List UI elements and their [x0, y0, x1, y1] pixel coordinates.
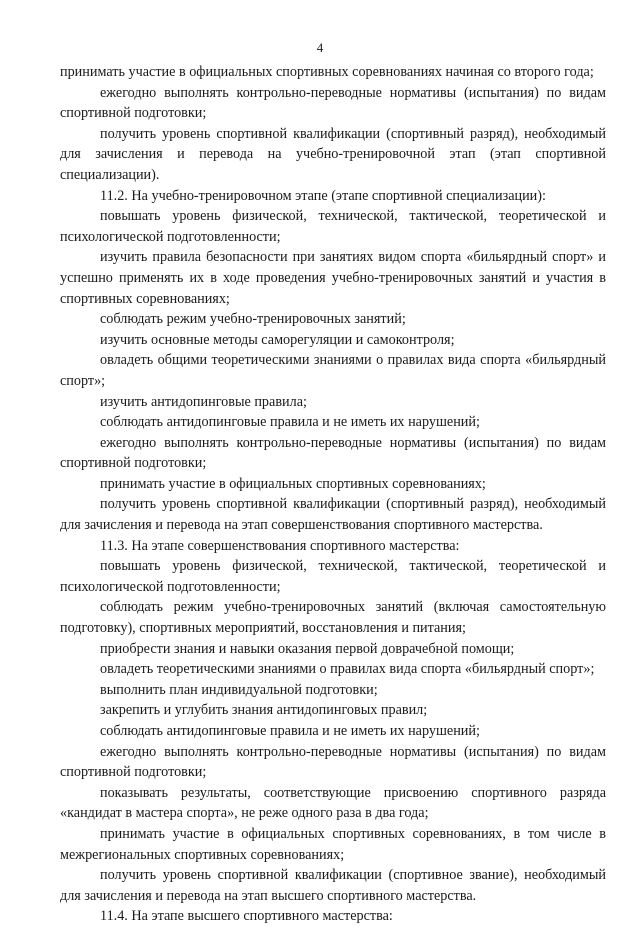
paragraph: 11.3. На этапе совершенствования спортивного мастерства:: [100, 537, 460, 554]
paragraph: соблюдать режим учебно-тренировочных занятий (включая самостоятельную подготовку), спортивных мероприятий, восстановления и питания;: [60, 599, 606, 637]
paragraph: получить уровень спортивной квалификации (спортивный разряд), необходимый для зачисления и перевода на учебно-тренировочной этап (этап спортивной специализации).: [60, 125, 606, 183]
paragraph: изучить антидопинговые правила;: [100, 393, 307, 410]
paragraph: закрепить и углубить знания антидопинговых правил;: [100, 702, 428, 719]
paragraph: получить уровень спортивной квалификации (спортивный разряд), необходимый для зачисления и перевода на этап совершенствования спортивного мастерства.: [60, 496, 606, 534]
document-body: [60, 62, 606, 927]
paragraph: выполнить план индивидуальной подготовки;: [100, 681, 378, 698]
paragraph: принимать участие в официальных спортивных соревнованиях;: [100, 475, 486, 492]
paragraph: овладеть общими теоретическими знаниями о правилах вида спорта «бильярдный спорт»;: [60, 352, 606, 389]
paragraph: ежегодно выполнять контрольно-переводные нормативы (испытания) по видам спортивной подготовки;: [60, 743, 606, 781]
paragraph: получить уровень спортивной квалификации (спортивное звание), необходимый для зачисления и перевода на этап высшего спортивного мастерства.: [60, 867, 606, 904]
paragraph: повышать уровень физической, технической, тактической, теоретической и психологической подготовленности;: [60, 558, 606, 595]
paragraph: ежегодно выполнять контрольно-переводные нормативы (испытания) по видам спортивной подготовки;: [60, 434, 606, 472]
paragraph: изучить основные методы саморегуляции и самоконтроля;: [100, 331, 455, 348]
paragraph: 11.2. На учебно-тренировочном этапе (этапе спортивной специализации):: [100, 187, 546, 204]
paragraph: соблюдать антидопинговые правила и не иметь их нарушений;: [100, 723, 480, 739]
paragraph: приобрести знания и навыки оказания первой доврачебной помощи;: [100, 640, 515, 657]
paragraph: показывать результаты, соответствующие присвоению спортивного разряда «кандидат в мастера спорта», не реже одного раза в два года;: [60, 784, 606, 822]
paragraph: принимать участие в официальных спортивных соревнованиях, в том числе в межрегиональных спортивных соревнованиях;: [60, 825, 606, 863]
paragraph: ежегодно выполнять контрольно-переводные нормативы (испытания) по видам спортивной подготовки;: [60, 84, 606, 122]
paragraph: 11.4. На этапе высшего спортивного мастерства:: [100, 908, 393, 925]
page-number: 4: [316, 40, 324, 55]
paragraph: изучить правила безопасности при занятиях видом спорта «бильярдный спорт» и успешно применять их в ходе проведения учебно-тренировочных занятий и участия в спортивных соревнованиях;: [60, 249, 606, 307]
paragraph: повышать уровень физической, технической, тактической, теоретической и психологической подготовленности;: [60, 208, 606, 245]
paragraph: соблюдать режим учебно-тренировочных занятий;: [100, 311, 406, 328]
paragraph: соблюдать антидопинговые правила и не иметь их нарушений;: [100, 414, 480, 431]
paragraph: принимать участие в официальных спортивных соревнованиях начиная со второго года;: [60, 64, 594, 80]
paragraph: овладеть теоретическими знаниями о правилах вида спорта «бильярдный спорт»;: [100, 661, 595, 678]
